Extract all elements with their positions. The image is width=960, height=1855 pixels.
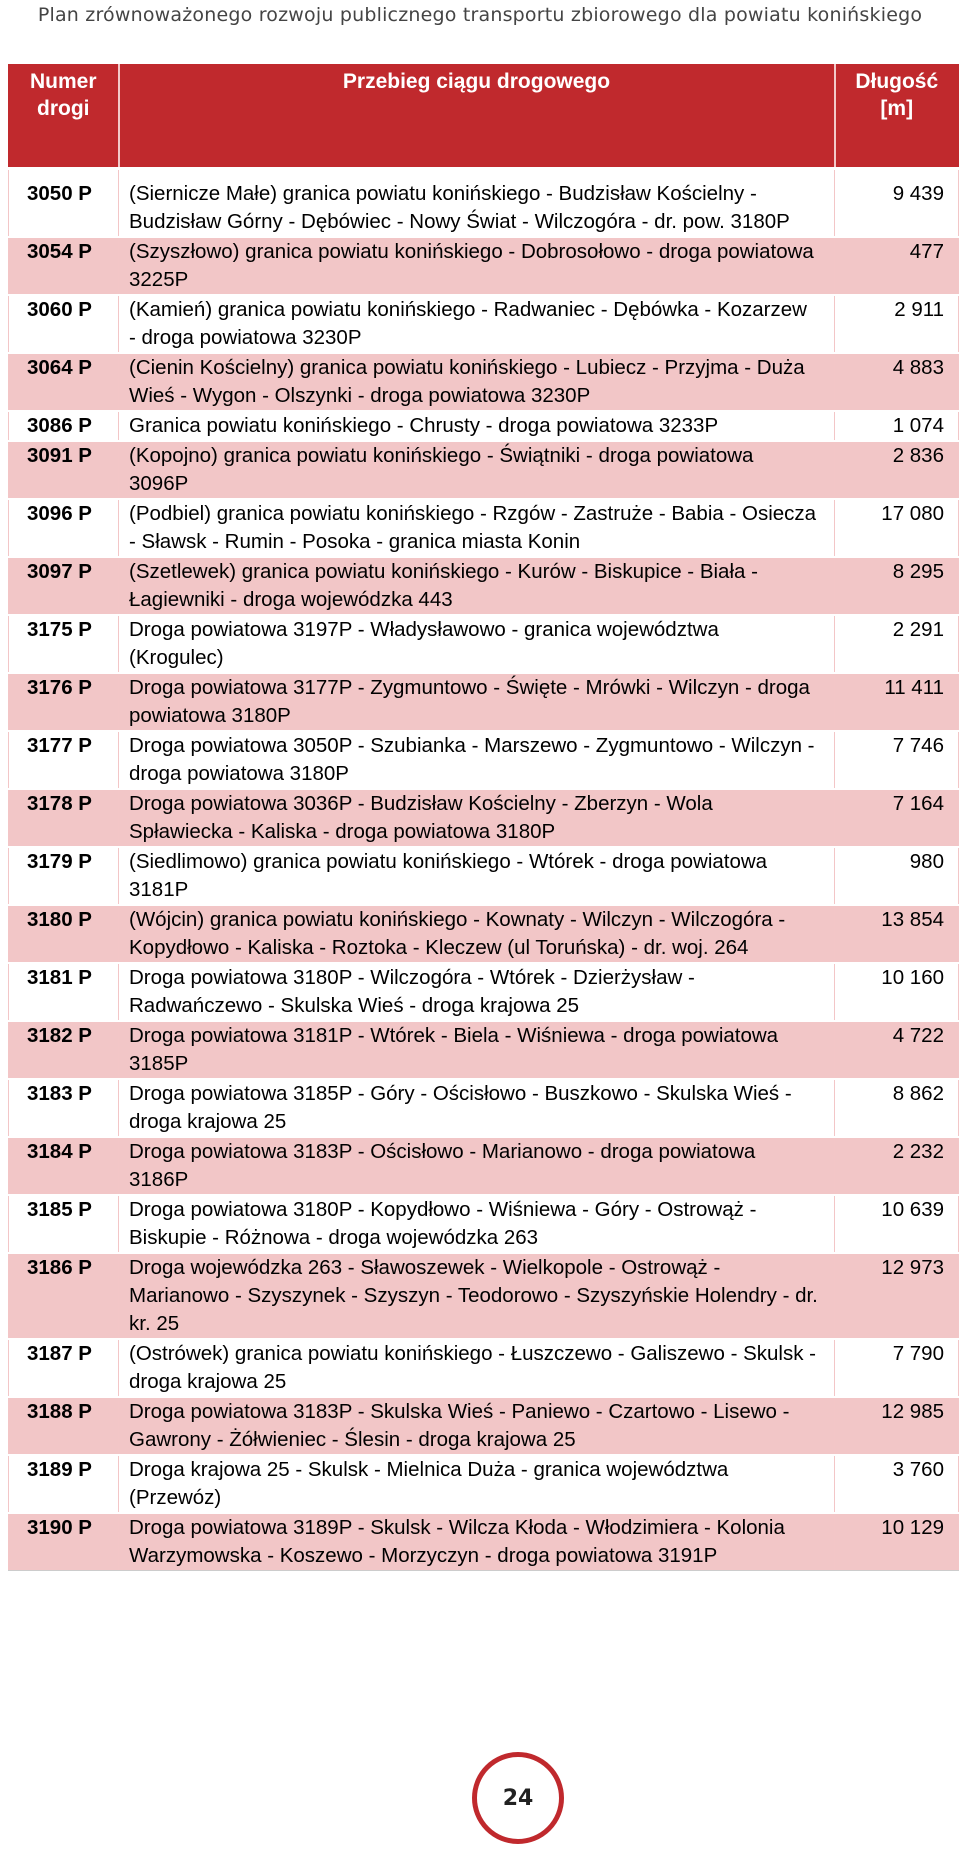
table-row — [9, 411, 959, 441]
table-row — [9, 847, 959, 905]
road-number-cell: 3091 P — [9, 441, 119, 499]
road-number-cell: 3189 P — [9, 1455, 119, 1513]
table-header-row — [9, 64, 959, 168]
route-cell: (Wójcin) granica powiatu konińskiego - Kownaty - Wilczyn - Wilczogóra - Kopydłowo - Kaliska - Roztoka - Kleczew (ul Toruńska) - dr. woj. 264 — [119, 905, 835, 963]
length-cell: 9 439 — [835, 168, 959, 237]
route-cell: Granica powiatu konińskiego - Chrusty - droga powiatowa 3233P — [119, 411, 835, 441]
length-cell: 10 639 — [835, 1195, 959, 1253]
route-cell: (Siernicze Małe) granica powiatu konińskiego - Budzisław Kościelny - Budzisław Górny - Dębówiec - Nowy Świat - Wilczogóra - dr. pow. 3180P — [119, 168, 835, 237]
road-number-cell: 3181 P — [9, 963, 119, 1021]
table-row — [9, 673, 959, 731]
length-cell: 8 862 — [835, 1079, 959, 1137]
table-row — [9, 615, 959, 673]
length-cell: 12 973 — [835, 1253, 959, 1339]
table-row — [9, 905, 959, 963]
route-cell: Droga powiatowa 3036P - Budzisław Kościelny - Zberzyn - Wola Spławiecka - Kaliska - droga powiatowa 3180P — [119, 789, 835, 847]
length-cell: 2 836 — [835, 441, 959, 499]
road-number-cell: 3086 P — [9, 411, 119, 441]
road-number-cell: 3060 P — [9, 295, 119, 353]
route-cell: (Siedlimowo) granica powiatu konińskiego - Wtórek - droga powiatowa 3181P — [119, 847, 835, 905]
table-body — [9, 168, 959, 1570]
table-row — [9, 1455, 959, 1513]
road-number-cell: 3185 P — [9, 1195, 119, 1253]
length-cell: 4 883 — [835, 353, 959, 411]
route-cell: Droga powiatowa 3183P - Ościsłowo - Marianowo - droga powiatowa 3186P — [119, 1137, 835, 1195]
route-cell: (Cienin Kościelny) granica powiatu konińskiego - Lubiecz - Przyjma - Duża Wieś - Wygon - Olszynki - droga powiatowa 3230P — [119, 353, 835, 411]
length-cell: 2 911 — [835, 295, 959, 353]
road-number-cell: 3190 P — [9, 1513, 119, 1571]
table-row — [9, 557, 959, 615]
roads-table — [8, 64, 959, 1571]
road-number-cell: 3182 P — [9, 1021, 119, 1079]
route-cell: Droga powiatowa 3183P - Skulska Wieś - Paniewo - Czartowo - Lisewo - Gawrony - Żółwieniec - Ślesin - droga krajowa 25 — [119, 1397, 835, 1455]
length-cell: 10 129 — [835, 1513, 959, 1571]
route-cell: (Kopojno) granica powiatu konińskiego - Świątniki - droga powiatowa 3096P — [119, 441, 835, 499]
table-row — [9, 168, 959, 237]
length-cell: 11 411 — [835, 673, 959, 731]
length-cell: 2 291 — [835, 615, 959, 673]
route-cell: Droga krajowa 25 - Skulsk - Mielnica Duża - granica województwa (Przewóz) — [119, 1455, 835, 1513]
table-row — [9, 789, 959, 847]
route-cell: (Szetlewek) granica powiatu konińskiego - Kurów - Biskupice - Biała - Łagiewniki - droga wojewódzka 443 — [119, 557, 835, 615]
length-cell: 7 746 — [835, 731, 959, 789]
roads-table-container — [8, 64, 958, 1571]
table-row — [9, 1253, 959, 1339]
table-row — [9, 1513, 959, 1571]
table-row — [9, 1397, 959, 1455]
page-number: 24 — [502, 1785, 534, 1811]
route-cell: Droga wojewódzka 263 - Sławoszewek - Wielkopole - Ostrowąż - Marianowo - Szyszynek - Szyszyn - Teodorowo - Szyszyńskie Holendry - dr. kr. 25 — [119, 1253, 835, 1339]
table-row — [9, 1021, 959, 1079]
page-number-badge — [472, 1752, 564, 1844]
table-row — [9, 1195, 959, 1253]
road-number-cell: 3050 P — [9, 168, 119, 237]
road-number-cell: 3178 P — [9, 789, 119, 847]
road-number-cell: 3096 P — [9, 499, 119, 557]
length-cell: 7 790 — [835, 1339, 959, 1397]
document-header — [0, 0, 960, 34]
route-cell: Droga powiatowa 3181P - Wtórek - Biela - Wiśniewa - droga powiatowa 3185P — [119, 1021, 835, 1079]
table-row — [9, 1079, 959, 1137]
table-row — [9, 1137, 959, 1195]
length-cell: 7 164 — [835, 789, 959, 847]
route-cell: Droga powiatowa 3050P - Szubianka - Marszewo - Zygmuntowo - Wilczyn - droga powiatowa 3180P — [119, 731, 835, 789]
column-header-number: Numer drogi — [9, 64, 119, 168]
road-number-cell: 3186 P — [9, 1253, 119, 1339]
length-cell: 980 — [835, 847, 959, 905]
route-cell: (Szyszłowo) granica powiatu konińskiego - Dobrosołowo - droga powiatowa 3225P — [119, 237, 835, 295]
road-number-cell: 3183 P — [9, 1079, 119, 1137]
table-row — [9, 731, 959, 789]
length-cell: 13 854 — [835, 905, 959, 963]
document-title: Plan zrównoważonego rozwoju publicznego transportu zbiorowego dla powiatu konińskiego — [37, 4, 923, 26]
road-number-cell: 3175 P — [9, 615, 119, 673]
route-cell: Droga powiatowa 3197P - Władysławowo - granica województwa (Krogulec) — [119, 615, 835, 673]
route-cell: Droga powiatowa 3180P - Wilczogóra - Wtórek - Dzierżysław - Radwańczewo - Skulska Wieś - droga krajowa 25 — [119, 963, 835, 1021]
road-number-cell: 3176 P — [9, 673, 119, 731]
route-cell: Droga powiatowa 3180P - Kopydłowo - Wiśniewa - Góry - Ostrowąż - Biskupie - Różnowa - droga wojewódzka 263 — [119, 1195, 835, 1253]
length-cell: 8 295 — [835, 557, 959, 615]
road-number-cell: 3097 P — [9, 557, 119, 615]
road-number-cell: 3064 P — [9, 353, 119, 411]
length-cell: 10 160 — [835, 963, 959, 1021]
road-number-cell: 3054 P — [9, 237, 119, 295]
length-cell: 2 232 — [835, 1137, 959, 1195]
column-header-length: Długość [m] — [835, 64, 959, 168]
route-cell: (Kamień) granica powiatu konińskiego - Radwaniec - Dębówka - Kozarzew - droga powiatowa 3230P — [119, 295, 835, 353]
table-row — [9, 1339, 959, 1397]
length-cell: 3 760 — [835, 1455, 959, 1513]
route-cell: Droga powiatowa 3185P - Góry - Ościsłowo - Buszkowo - Skulska Wieś - droga krajowa 25 — [119, 1079, 835, 1137]
length-cell: 17 080 — [835, 499, 959, 557]
route-cell: (Podbiel) granica powiatu konińskiego - Rzgów - Zastruże - Babia - Osiecza - Sławsk - Rumin - Posoka - granica miasta Konin — [119, 499, 835, 557]
length-cell: 12 985 — [835, 1397, 959, 1455]
road-number-cell: 3177 P — [9, 731, 119, 789]
route-cell: Droga powiatowa 3189P - Skulsk - Wilcza Kłoda - Włodzimiera - Kolonia Warzymowska - Koszewo - Morzyczyn - droga powiatowa 3191P — [119, 1513, 835, 1571]
length-cell: 477 — [835, 237, 959, 295]
table-row — [9, 237, 959, 295]
length-cell: 1 074 — [835, 411, 959, 441]
road-number-cell: 3184 P — [9, 1137, 119, 1195]
road-number-cell: 3179 P — [9, 847, 119, 905]
road-number-cell: 3188 P — [9, 1397, 119, 1455]
road-number-cell: 3187 P — [9, 1339, 119, 1397]
table-row — [9, 963, 959, 1021]
column-header-route: Przebieg ciągu drogowego — [119, 64, 835, 168]
table-row — [9, 441, 959, 499]
table-row — [9, 499, 959, 557]
road-number-cell: 3180 P — [9, 905, 119, 963]
route-cell: Droga powiatowa 3177P - Zygmuntowo - Święte - Mrówki - Wilczyn - droga powiatowa 3180P — [119, 673, 835, 731]
table-row — [9, 295, 959, 353]
length-cell: 4 722 — [835, 1021, 959, 1079]
route-cell: (Ostrówek) granica powiatu konińskiego - Łuszczewo - Galiszewo - Skulsk - droga krajowa 25 — [119, 1339, 835, 1397]
table-row — [9, 353, 959, 411]
